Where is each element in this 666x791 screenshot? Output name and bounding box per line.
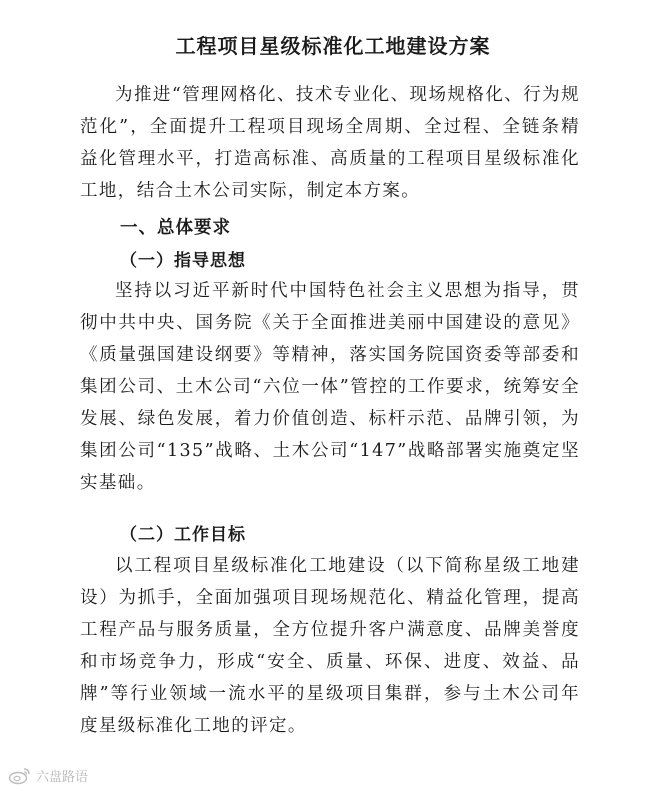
weibo-logo-icon — [8, 767, 32, 785]
section-heading-general-requirements: 一、总体要求 — [120, 218, 231, 238]
document-title: 工程项目星级标准化工地建设方案 — [175, 34, 491, 58]
watermark — [8, 766, 88, 785]
watermark-text: 六盘路语 — [36, 770, 89, 785]
subsection-heading-guiding-ideology: （一）指导思想 — [120, 251, 246, 271]
work-goals-paragraph: 以工程项目星级标准化工地建设（以下简称星级工地建设）为抓手，全面加强项目现场规范化、精益化管理，提高工程产品与服务质量，全方位提升客户满意度、品牌美誉度和市场竞争力，形成“安全、质量、环保、进度、效益、品牌”等行业领域一流水平的星级项目集群，参与土木公司年度星级标准化工地的评定。 — [80, 556, 580, 736]
guiding-ideology-paragraph: 坚持以习近平新时代中国特色社会主义思想为指导，贯彻中共中央、国务院《关于全面推进美丽中国建设的意见》《质量强国建设纲要》等精神，落实国务院国资委等部委和集团公司、土木公司“六位一体”管控的工作要求，统筹安全发展、绿色发展，着力价值创造、标杆示范、品牌引领，为集团公司“135”战略、土木公司“147”战略部署实施奠定坚实基础。 — [80, 281, 580, 493]
intro-paragraph: 为推进“管理网格化、技术专业化、现场规格化、行为规范化”，全面提升工程项目现场全周期、全过程、全链条精益化管理水平，打造高标准、高质量的工程项目星级标准化工地，结合土木公司实际，制定本方案。 — [80, 85, 580, 201]
subsection-heading-work-goals: （二）工作目标 — [120, 525, 246, 545]
